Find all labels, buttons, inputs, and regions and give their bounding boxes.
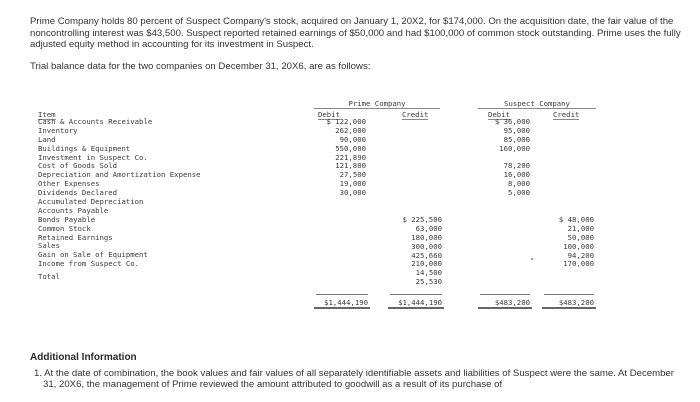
prime-credit-cell: 25,530 bbox=[415, 277, 442, 287]
item-label: Bonds Payable bbox=[38, 214, 96, 224]
prime-credit-column bbox=[376, 216, 442, 287]
problem-intro bbox=[30, 16, 686, 72]
prime-credit-rule bbox=[390, 294, 442, 295]
item-label: Income from Suspect Co. bbox=[38, 259, 140, 269]
intro-paragraph: Prime Company holds 80 percent of Suspect Company's stock, acquired on January 1, 20X2, for $174,000. On the acquisition date, the fair value of the noncontrolling interest was $43,500. Suspect reported retained earnings of $50,000 and had $100,000 of common stock outstanding. Prime uses the fully adjusted equity method in accounting for its investment in Suspect. bbox=[30, 16, 681, 51]
item-label: Retained Earnings bbox=[38, 232, 113, 242]
suspect-debit-cell: 8,000 bbox=[508, 179, 530, 189]
prime-credit-cell: 300,000 bbox=[411, 241, 442, 251]
suspect-debit-total: $483,200 bbox=[478, 298, 532, 309]
prime-debit-cell: 550,000 bbox=[335, 143, 366, 153]
prime-debit-rule bbox=[316, 294, 368, 295]
item-column bbox=[38, 118, 201, 282]
item-label: Cost of Goods Sold bbox=[38, 161, 118, 171]
suspect-debit-cell: 5,000 bbox=[508, 188, 530, 198]
prime-debit-cell: 27,500 bbox=[339, 170, 366, 180]
prime-debit-cell: 19,000 bbox=[339, 179, 366, 189]
item-label: Inventory bbox=[38, 125, 78, 135]
item-label: Other Expenses bbox=[38, 179, 100, 189]
item-label: Common Stock bbox=[38, 223, 91, 233]
suspect-debit-cell: $ 36,000 bbox=[494, 117, 530, 126]
suspect-debit-cell: 85,000 bbox=[503, 134, 530, 144]
suspect-credit-rule bbox=[544, 294, 594, 295]
prime-credit-cell: 180,000 bbox=[411, 232, 442, 242]
prime-credit-cell: 14,500 bbox=[415, 268, 442, 278]
suspect-company-title: Suspect Company bbox=[478, 100, 596, 109]
suspect-debit-cell: 160,000 bbox=[499, 143, 530, 153]
prime-debit-header: Debit bbox=[318, 110, 340, 119]
suspect-credit-cell: 170,000 bbox=[563, 259, 594, 269]
suspect-debit-rule bbox=[480, 294, 530, 295]
prime-credit-cell: 210,000 bbox=[411, 259, 442, 269]
item-label: Dividends Declared bbox=[38, 188, 118, 198]
item-label: Investment in Suspect Co. bbox=[38, 152, 148, 162]
suspect-credit-total: $483,200 bbox=[542, 298, 596, 309]
suspect-debit-cell: 78,200 bbox=[503, 161, 530, 171]
suspect-debit-column bbox=[470, 118, 530, 198]
prime-company-header bbox=[314, 100, 440, 109]
prime-debit-cell: 262,000 bbox=[335, 125, 366, 135]
suspect-credit-cell: 21,000 bbox=[567, 223, 594, 233]
prime-credit-cell: $ 225,500 bbox=[402, 215, 442, 224]
item-label: Cash & Accounts Receivable bbox=[38, 117, 153, 126]
additional-item-1: 1. At the date of combination, the book values and fair values of all separately identifiable assets and liabilities of Suspect were the same. At December 31, 20X6, the management of Prime reviewed the amount attributed to goodwill as a result of its purchase of bbox=[34, 367, 674, 391]
prime-debit-cell: 30,000 bbox=[339, 188, 366, 198]
suspect-credit-cell: $ 48,000 bbox=[558, 215, 594, 224]
suspect-credit-header: Credit bbox=[553, 110, 580, 119]
item-label: Depreciation and Amortization Expense bbox=[38, 170, 201, 180]
additional-information bbox=[30, 352, 686, 391]
suspect-credit-cell: 50,000 bbox=[567, 232, 594, 242]
item-label: Buildings & Equipment bbox=[38, 143, 131, 153]
item-label: Sales bbox=[38, 241, 60, 251]
prime-credit-cell: 63,000 bbox=[415, 223, 442, 233]
prime-debit-cell: 121,800 bbox=[335, 161, 366, 171]
suspect-marker: - bbox=[530, 254, 535, 263]
item-label: Land bbox=[38, 134, 56, 144]
prime-debit-column bbox=[300, 118, 366, 198]
suspect-credit-cell: 94,200 bbox=[567, 250, 594, 260]
item-label: Accumulated Depreciation bbox=[38, 197, 144, 207]
item-header: Item bbox=[38, 110, 56, 119]
suspect-company-header bbox=[478, 100, 596, 109]
suspect-debit-cell: 95,000 bbox=[503, 125, 530, 135]
trial-balance-caption: Trial balance data for the two companies on December 31, 20X6, are as follows: bbox=[30, 60, 371, 72]
prime-debit-cell: 90,000 bbox=[339, 134, 366, 144]
prime-credit-total: $1,444,190 bbox=[388, 298, 444, 309]
suspect-credit-cell: 100,000 bbox=[563, 241, 594, 251]
item-label: Accounts Payable bbox=[38, 205, 109, 215]
total-label: Total bbox=[38, 272, 60, 282]
suspect-credit-column bbox=[534, 216, 594, 269]
prime-debit-cell: 221,890 bbox=[335, 152, 366, 162]
prime-company-title: Prime Company bbox=[314, 100, 440, 109]
prime-credit-cell: 425,660 bbox=[411, 250, 442, 260]
prime-credit-header: Credit bbox=[402, 110, 429, 119]
suspect-debit-cell: 16,000 bbox=[503, 170, 530, 180]
prime-debit-total: $1,444,190 bbox=[314, 298, 370, 309]
item-label: Gain on Sale of Equipment bbox=[38, 250, 148, 260]
prime-debit-cell: $ 122,000 bbox=[326, 117, 366, 126]
additional-heading: Additional Information bbox=[30, 352, 137, 363]
suspect-debit-header: Debit bbox=[488, 110, 510, 119]
